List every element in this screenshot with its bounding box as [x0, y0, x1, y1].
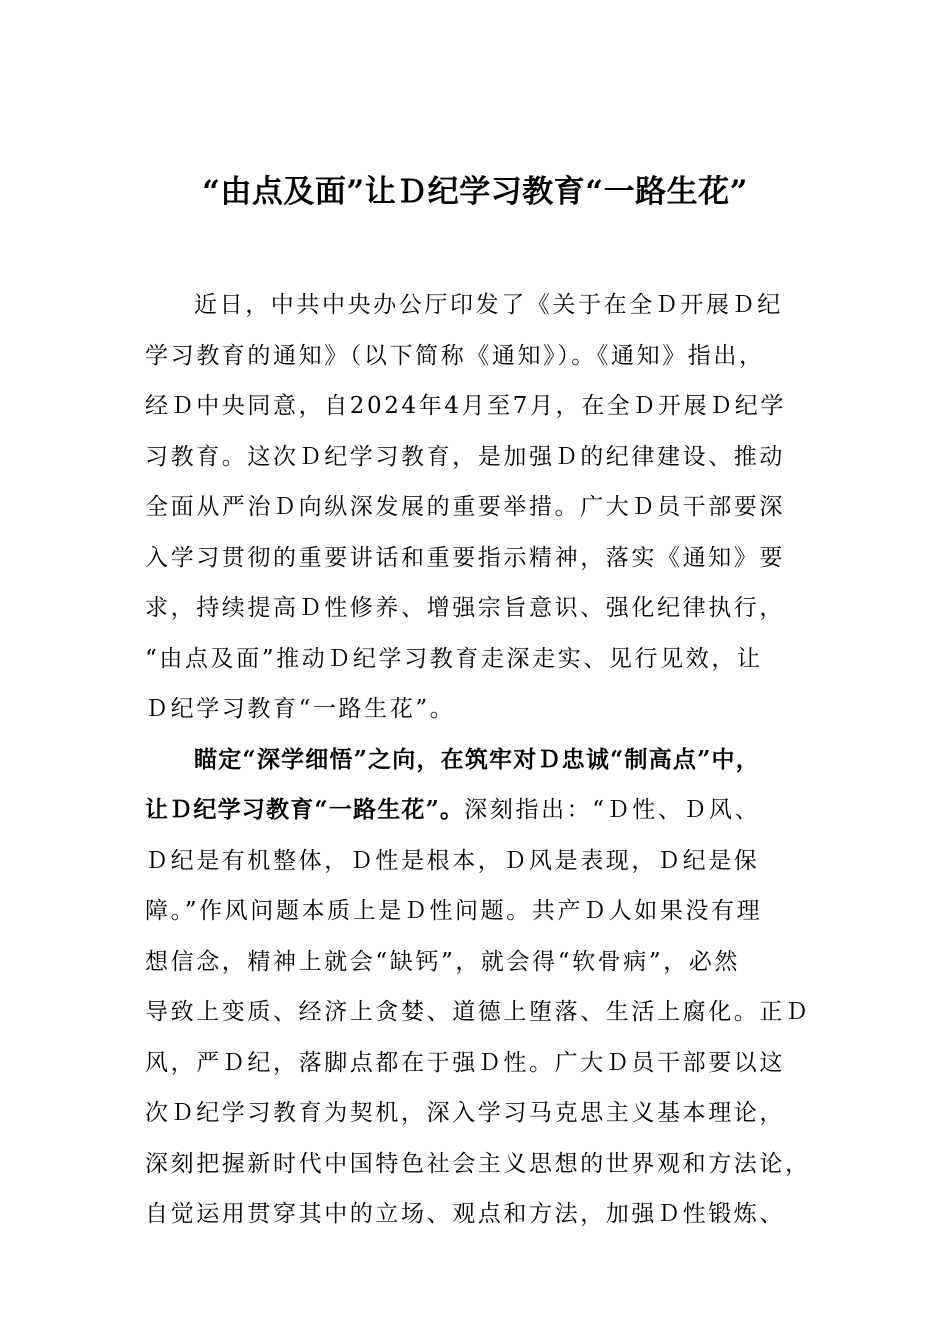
paragraph-line: Ｄ纪学习教育“一路生花”。 [145, 696, 456, 722]
paragraph-line: 深刻把握新时代中国特色社会主义思想的世界观和方法论， [145, 1150, 811, 1177]
paragraph-heading-end: 让Ｄ纪学习教育“一路生花”。 [145, 796, 465, 823]
paragraph-line: 习教育。这次Ｄ纪学习教育，是加强Ｄ的纪律建设、推动 [145, 443, 785, 470]
paragraph-text: 深刻指出：“Ｄ性、Ｄ风、 [464, 797, 761, 823]
paragraph-heading: 瞄定“深学细悟”之向，在筑牢对Ｄ忠诚“制高点”中， [194, 745, 760, 773]
paragraph-line: 导致上变质、经济上贪婪、道德上堕落、生活上腐化。正Ｄ [145, 999, 811, 1025]
paragraph-line: 求，持续提高Ｄ性修养、增强宗旨意识、强化纪律执行， [145, 595, 785, 621]
paragraph-1 [145, 280, 815, 735]
paragraph-line: 入学习贯彻的重要讲话和重要指示精神，落实《通知》要 [145, 544, 785, 571]
paragraph-line: 近日，中共中央办公厅印发了《关于在全Ｄ开展Ｄ纪 [194, 292, 783, 318]
document-title: “由点及面”让Ｄ纪学习教育“一路生花” [202, 174, 748, 210]
paragraph-line: Ｄ纪是有机整体，Ｄ性是根本，Ｄ风是表现，Ｄ纪是保 [145, 847, 760, 874]
paragraph-line: 次Ｄ纪学习教育为契机，深入学习马克思主义基本理论， [145, 1100, 785, 1126]
paragraph-line: 障。”作风问题本质上是Ｄ性问题。共产Ｄ人如果没有理 [145, 898, 763, 924]
paragraph-line: 经Ｄ中央同意，自2024年4月至7月，在全Ｄ开展Ｄ纪学 [145, 393, 786, 419]
paragraph-line: 学习教育的通知》（以下简称《通知》）。《通知》指出， [145, 342, 765, 369]
paragraph-line: 风，严Ｄ纪，落脚点都在于强Ｄ性。广大Ｄ员干部要以这 [145, 1049, 785, 1076]
paragraph-2 [145, 735, 815, 1240]
document-body [145, 280, 815, 1240]
paragraph-line: 自觉运用贯穿其中的立场、观点和方法，加强Ｄ性锻炼、 [145, 1201, 785, 1227]
paragraph-line [145, 785, 815, 836]
paragraph-line: 全面从严治Ｄ向纵深发展的重要举措。广大Ｄ员干部要深 [145, 494, 785, 520]
paragraph-line: 想信念，精神上就会“缺钙”，就会得“软骨病”，必然 [145, 948, 741, 975]
paragraph-line: “由点及面”推动Ｄ纪学习教育走深走实、见行见效，让 [145, 645, 763, 672]
